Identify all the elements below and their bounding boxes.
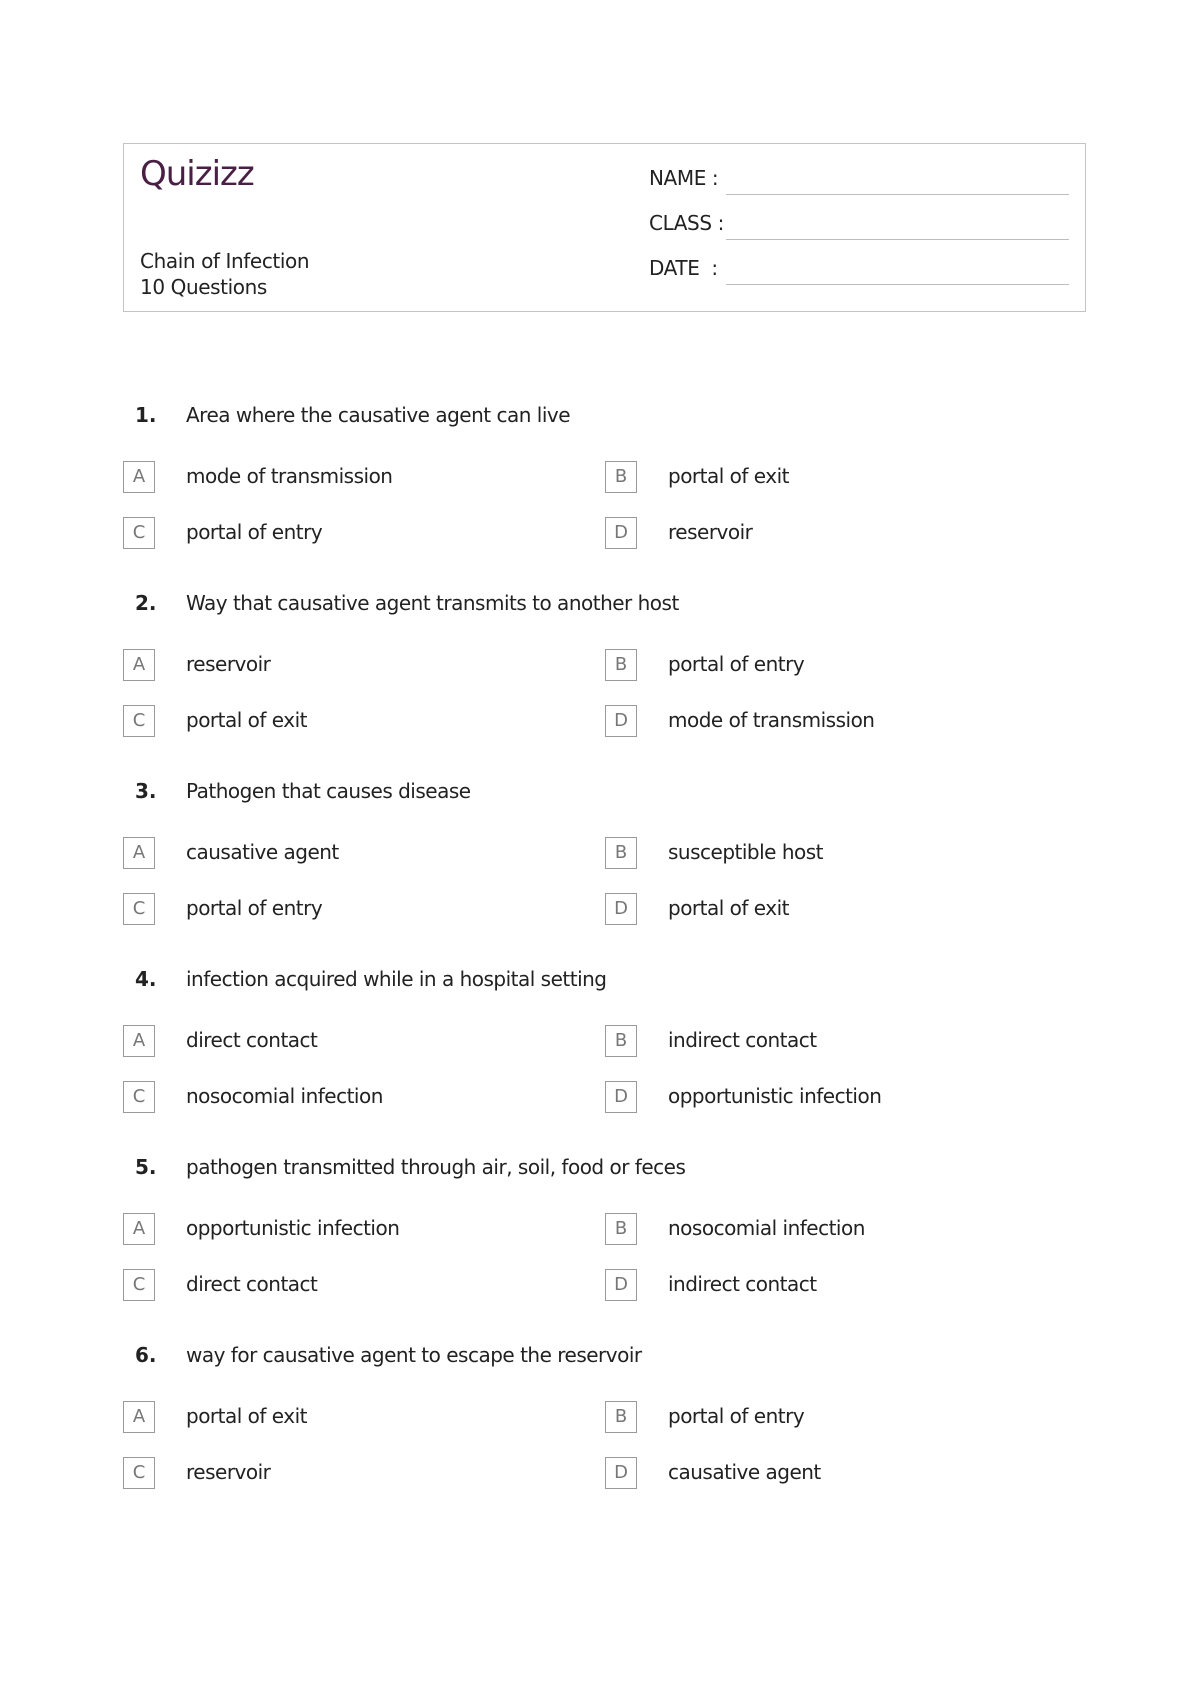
option-b[interactable] [605,649,1025,683]
question-number: 5. [135,1155,157,1179]
question-1 [123,395,1086,583]
question-number: 3. [135,779,157,803]
name-field[interactable] [649,164,1069,196]
date-line[interactable] [726,284,1069,285]
option-text: causative agent [668,1460,821,1484]
question-number: 4. [135,967,157,991]
question-text: way for causative agent to escape the reservoir [186,1343,642,1367]
option-text: mode of transmission [668,708,875,732]
question-list [123,395,1086,1523]
option-text: opportunistic infection [186,1216,400,1240]
option-d[interactable] [605,1457,1025,1491]
option-letter-box: B [605,1025,637,1057]
option-text: portal of entry [186,520,323,544]
option-text: portal of entry [668,1404,805,1428]
option-text: opportunistic infection [668,1084,882,1108]
option-letter-box: D [605,1269,637,1301]
date-field[interactable] [649,254,1069,286]
option-b[interactable] [605,461,1025,495]
quiz-title: Chain of Infection [140,249,310,273]
option-letter-box: C [123,517,155,549]
option-d[interactable] [605,517,1025,551]
option-letter-box: D [605,1081,637,1113]
option-letter-box: A [123,1213,155,1245]
option-text: indirect contact [668,1028,817,1052]
option-text: portal of entry [668,652,805,676]
option-b[interactable] [605,1401,1025,1435]
option-a[interactable] [123,837,543,871]
option-c[interactable] [123,893,543,927]
name-line[interactable] [726,194,1069,195]
option-text: nosocomial infection [186,1084,383,1108]
option-a[interactable] [123,1025,543,1059]
option-a[interactable] [123,461,543,495]
question-text: infection acquired while in a hospital setting [186,967,607,991]
option-text: portal of exit [668,464,789,488]
option-letter-box: B [605,649,637,681]
option-letter-box: C [123,1269,155,1301]
question-3 [123,771,1086,959]
question-count: 10 Questions [140,275,267,299]
question-number: 2. [135,591,157,615]
question-6 [123,1335,1086,1523]
option-letter-box: A [123,461,155,493]
option-text: portal of entry [186,896,323,920]
option-a[interactable] [123,1213,543,1247]
question-text: Pathogen that causes disease [186,779,471,803]
option-text: susceptible host [668,840,823,864]
option-text: reservoir [186,652,271,676]
worksheet-header [123,143,1086,312]
class-field[interactable] [649,209,1069,241]
option-letter-box: B [605,1401,637,1433]
option-letter-box: D [605,517,637,549]
option-letter-box: B [605,1213,637,1245]
option-letter-box: D [605,1457,637,1489]
option-b[interactable] [605,837,1025,871]
option-letter-box: B [605,461,637,493]
option-d[interactable] [605,1081,1025,1115]
option-letter-box: B [605,837,637,869]
option-d[interactable] [605,705,1025,739]
option-b[interactable] [605,1025,1025,1059]
option-text: indirect contact [668,1272,817,1296]
option-c[interactable] [123,1269,543,1303]
option-c[interactable] [123,517,543,551]
option-letter-box: D [605,705,637,737]
question-text: pathogen transmitted through air, soil, food or feces [186,1155,686,1179]
option-c[interactable] [123,705,543,739]
option-text: causative agent [186,840,339,864]
date-label: DATE : [649,256,718,280]
option-a[interactable] [123,649,543,683]
option-text: portal of exit [668,896,789,920]
option-d[interactable] [605,1269,1025,1303]
option-letter-box: A [123,1025,155,1057]
class-line[interactable] [726,239,1069,240]
option-d[interactable] [605,893,1025,927]
option-letter-box: C [123,893,155,925]
class-label: CLASS : [649,211,724,235]
question-text: Area where the causative agent can live [186,403,571,427]
option-a[interactable] [123,1401,543,1435]
option-letter-box: C [123,1457,155,1489]
option-text: direct contact [186,1028,318,1052]
option-b[interactable] [605,1213,1025,1247]
name-label: NAME : [649,166,719,190]
option-text: reservoir [186,1460,271,1484]
option-text: portal of exit [186,1404,307,1428]
option-text: reservoir [668,520,753,544]
question-number: 1. [135,403,157,427]
option-text: direct contact [186,1272,318,1296]
option-letter-box: C [123,705,155,737]
question-2 [123,583,1086,771]
option-c[interactable] [123,1457,543,1491]
question-4 [123,959,1086,1147]
option-letter-box: A [123,649,155,681]
quizizz-logo: Quizizz [140,154,254,194]
option-letter-box: D [605,893,637,925]
option-text: nosocomial infection [668,1216,865,1240]
option-letter-box: A [123,1401,155,1433]
option-letter-box: C [123,1081,155,1113]
option-text: portal of exit [186,708,307,732]
option-c[interactable] [123,1081,543,1115]
question-number: 6. [135,1343,157,1367]
option-letter-box: A [123,837,155,869]
option-text: mode of transmission [186,464,393,488]
question-5 [123,1147,1086,1335]
question-text: Way that causative agent transmits to another host [186,591,679,615]
